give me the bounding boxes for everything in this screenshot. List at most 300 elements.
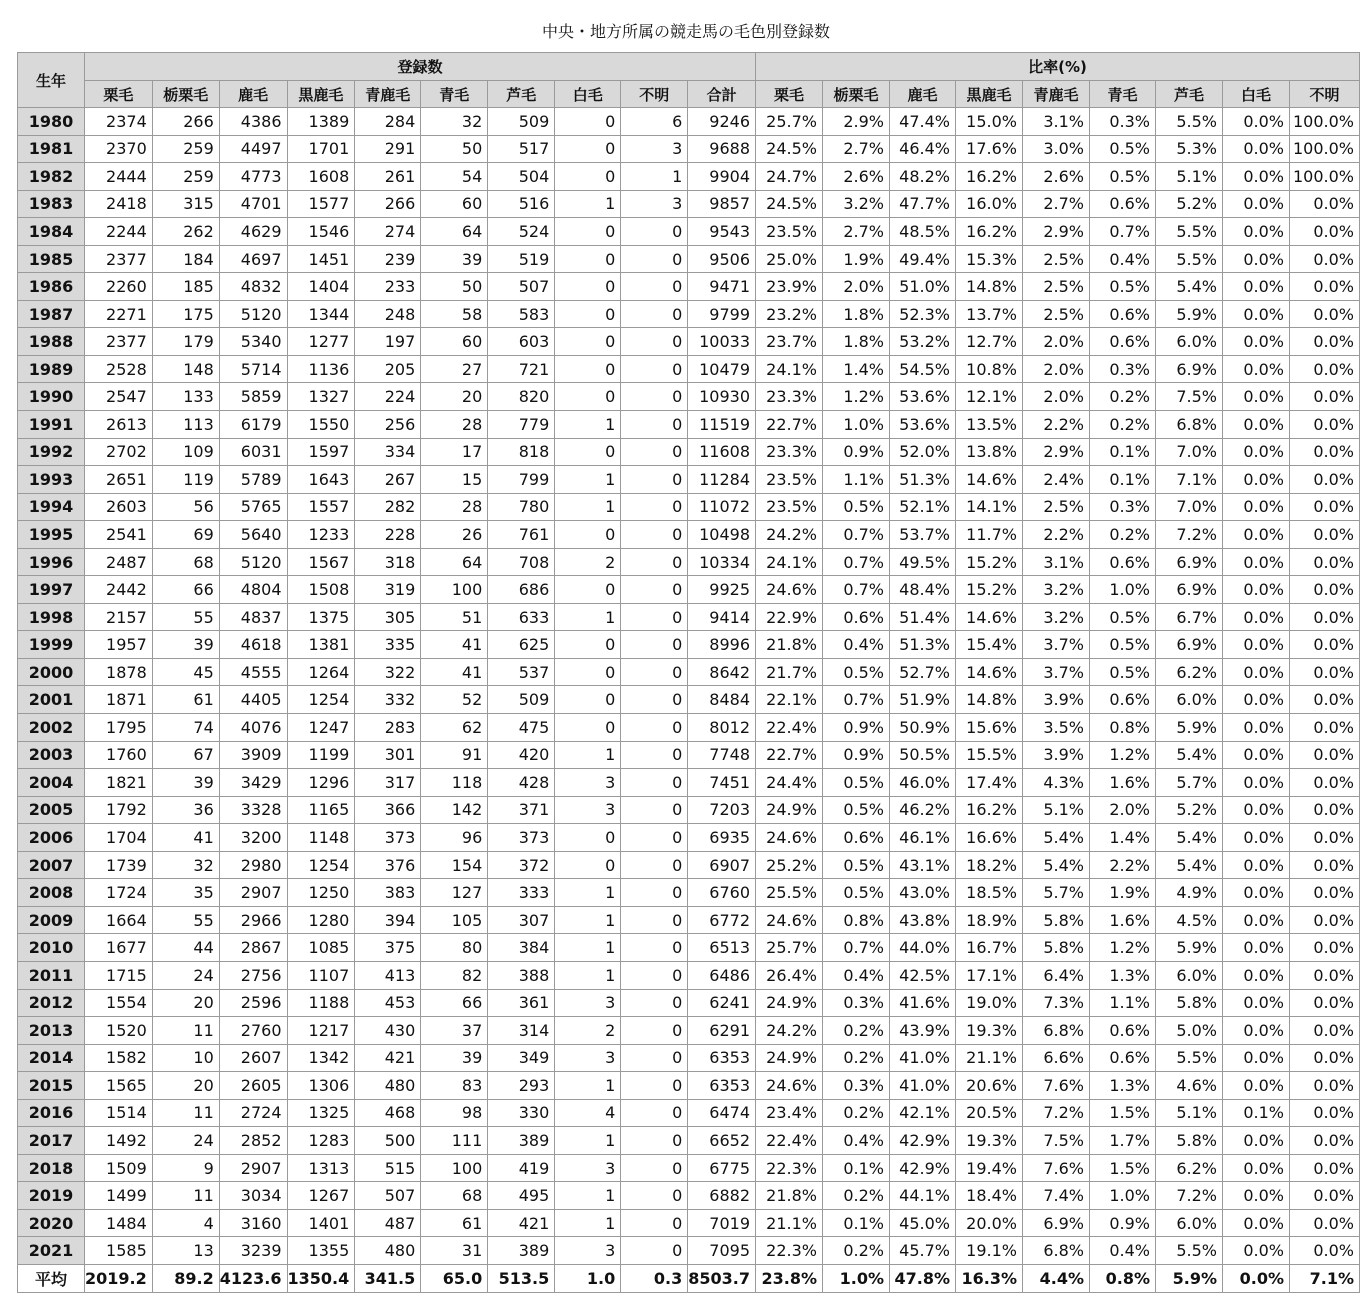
table-cell: 0.0%	[1290, 796, 1360, 824]
table-cell: 0.0%	[1223, 658, 1290, 686]
table-cell: 0.7%	[823, 686, 890, 714]
table-cell: 239	[355, 245, 421, 273]
table-row	[18, 1044, 1360, 1072]
table-cell: 0	[621, 1209, 688, 1237]
table-cell: 0	[621, 328, 688, 356]
table-cell: 419	[488, 1154, 555, 1182]
table-cell: 20	[152, 989, 219, 1017]
table-cell: 14.6%	[956, 466, 1023, 494]
year-cell: 2002	[18, 714, 85, 742]
table-cell: 51.9%	[890, 686, 956, 714]
table-row	[18, 328, 1360, 356]
table-cell: 305	[355, 603, 421, 631]
table-cell: 24.9%	[756, 796, 823, 824]
count-column-header: 不明	[621, 81, 688, 108]
table-cell: 0.4%	[1090, 245, 1156, 273]
table-cell: 0.0%	[1290, 989, 1360, 1017]
average-cell: 0.8%	[1090, 1264, 1156, 1292]
table-cell: 261	[355, 163, 421, 191]
table-cell: 16.2%	[956, 218, 1023, 246]
table-row	[18, 1209, 1360, 1237]
table-cell: 0.0%	[1290, 1127, 1360, 1155]
table-cell: 0.0%	[1290, 411, 1360, 439]
table-cell: 0	[621, 879, 688, 907]
table-cell: 3328	[219, 796, 287, 824]
table-cell: 5.8%	[1023, 934, 1090, 962]
coat-color-table	[17, 52, 1360, 1293]
table-cell: 0.6%	[1090, 1044, 1156, 1072]
table-cell: 5120	[219, 548, 287, 576]
table-row	[18, 383, 1360, 411]
table-cell: 23.7%	[756, 328, 823, 356]
table-cell: 25.7%	[756, 108, 823, 136]
table-cell: 0	[621, 548, 688, 576]
table-cell: 24.9%	[756, 989, 823, 1017]
table-cell: 318	[355, 548, 421, 576]
table-cell: 0.0%	[1290, 934, 1360, 962]
table-cell: 22.3%	[756, 1237, 823, 1265]
table-cell: 11	[152, 1182, 219, 1210]
table-row	[18, 769, 1360, 797]
table-cell: 23.5%	[756, 218, 823, 246]
table-cell: 16.2%	[956, 796, 1023, 824]
table-cell: 5.4%	[1156, 273, 1223, 301]
average-cell: 0.3	[621, 1264, 688, 1292]
table-cell: 1	[555, 411, 621, 439]
table-cell: 10334	[688, 548, 756, 576]
table-cell: 1	[555, 961, 621, 989]
ratio-column-header: 芦毛	[1156, 81, 1223, 108]
table-cell: 1	[555, 466, 621, 494]
table-cell: 0.7%	[1090, 218, 1156, 246]
table-cell: 5765	[219, 493, 287, 521]
table-cell: 0.4%	[1090, 1237, 1156, 1265]
table-cell: 5.4%	[1023, 824, 1090, 852]
table-cell: 5.2%	[1156, 190, 1223, 218]
table-cell: 7.6%	[1023, 1154, 1090, 1182]
table-cell: 2867	[219, 934, 287, 962]
table-cell: 0.2%	[823, 1044, 890, 1072]
table-cell: 383	[355, 879, 421, 907]
table-cell: 0.0%	[1223, 741, 1290, 769]
table-cell: 185	[152, 273, 219, 301]
table-cell: 5.3%	[1156, 135, 1223, 163]
table-cell: 322	[355, 658, 421, 686]
table-cell: 0.0%	[1290, 493, 1360, 521]
table-cell: 6652	[688, 1127, 756, 1155]
table-cell: 11519	[688, 411, 756, 439]
table-cell: 2271	[85, 300, 153, 328]
table-cell: 524	[488, 218, 555, 246]
table-cell: 0	[555, 355, 621, 383]
table-cell: 0.0%	[1290, 218, 1360, 246]
table-cell: 154	[421, 851, 488, 879]
year-cell: 2015	[18, 1072, 85, 1100]
table-cell: 22.1%	[756, 686, 823, 714]
table-cell: 1254	[287, 686, 355, 714]
table-cell: 43.1%	[890, 851, 956, 879]
table-cell: 0	[621, 1044, 688, 1072]
table-cell: 0.1%	[823, 1154, 890, 1182]
table-cell: 8484	[688, 686, 756, 714]
table-cell: 0	[555, 273, 621, 301]
table-cell: 376	[355, 851, 421, 879]
column-header-row	[18, 81, 1360, 108]
table-cell: 119	[152, 466, 219, 494]
table-cell: 0.5%	[823, 769, 890, 797]
table-cell: 2.7%	[823, 135, 890, 163]
table-cell: 317	[355, 769, 421, 797]
average-cell: 341.5	[355, 1264, 421, 1292]
table-cell: 0	[621, 906, 688, 934]
table-cell: 6.8%	[1023, 1237, 1090, 1265]
table-cell: 50	[421, 273, 488, 301]
table-cell: 18.2%	[956, 851, 1023, 879]
table-cell: 2.5%	[1023, 300, 1090, 328]
table-cell: 0.0%	[1223, 135, 1290, 163]
table-cell: 633	[488, 603, 555, 631]
table-cell: 0	[555, 714, 621, 742]
table-cell: 0	[621, 631, 688, 659]
table-cell: 1277	[287, 328, 355, 356]
table-cell: 0.5%	[1090, 163, 1156, 191]
table-cell: 1577	[287, 190, 355, 218]
table-cell: 0.0%	[1290, 1099, 1360, 1127]
table-cell: 3.9%	[1023, 686, 1090, 714]
table-cell: 1	[555, 934, 621, 962]
table-cell: 0	[621, 851, 688, 879]
ratio-column-header: 青鹿毛	[1023, 81, 1090, 108]
table-cell: 46.2%	[890, 796, 956, 824]
table-cell: 2.9%	[823, 108, 890, 136]
table-cell: 51	[421, 603, 488, 631]
table-cell: 4.3%	[1023, 769, 1090, 797]
count-column-header: 青鹿毛	[355, 81, 421, 108]
table-cell: 3.9%	[1023, 741, 1090, 769]
table-cell: 3429	[219, 769, 287, 797]
table-row	[18, 989, 1360, 1017]
table-cell: 0.0%	[1290, 879, 1360, 907]
table-cell: 314	[488, 1017, 555, 1045]
table-cell: 18.9%	[956, 906, 1023, 934]
table-cell: 0	[621, 658, 688, 686]
table-cell: 686	[488, 576, 555, 604]
average-cell: 65.0	[421, 1264, 488, 1292]
table-cell: 0.6%	[823, 824, 890, 852]
table-cell: 47.7%	[890, 190, 956, 218]
table-cell: 50	[421, 135, 488, 163]
table-cell: 5.1%	[1156, 1099, 1223, 1127]
table-cell: 284	[355, 108, 421, 136]
table-cell: 0.0%	[1290, 466, 1360, 494]
table-cell: 24.7%	[756, 163, 823, 191]
table-cell: 6775	[688, 1154, 756, 1182]
table-cell: 0	[621, 273, 688, 301]
table-cell: 0.7%	[823, 934, 890, 962]
table-cell: 3	[555, 769, 621, 797]
table-cell: 41	[152, 824, 219, 852]
table-cell: 0.0%	[1223, 1154, 1290, 1182]
table-cell: 0	[621, 769, 688, 797]
table-cell: 0.3%	[1090, 493, 1156, 521]
table-cell: 0.0%	[1223, 1209, 1290, 1237]
table-cell: 52	[421, 686, 488, 714]
table-cell: 25.7%	[756, 934, 823, 962]
table-cell: 2	[555, 548, 621, 576]
table-cell: 1.2%	[823, 383, 890, 411]
table-cell: 509	[488, 686, 555, 714]
table-cell: 7.3%	[1023, 989, 1090, 1017]
table-cell: 0	[555, 135, 621, 163]
table-cell: 1355	[287, 1237, 355, 1265]
table-cell: 3034	[219, 1182, 287, 1210]
count-column-header: 栗毛	[85, 81, 153, 108]
table-cell: 5.4%	[1156, 741, 1223, 769]
average-cell: 23.8%	[756, 1264, 823, 1292]
table-cell: 53.6%	[890, 383, 956, 411]
table-cell: 1148	[287, 824, 355, 852]
table-cell: 2444	[85, 163, 153, 191]
average-cell: 89.2	[152, 1264, 219, 1292]
table-cell: 41.0%	[890, 1044, 956, 1072]
ratio-column-header: 栗毛	[756, 81, 823, 108]
table-cell: 53.2%	[890, 328, 956, 356]
table-cell: 3160	[219, 1209, 287, 1237]
table-cell: 1.2%	[1090, 934, 1156, 962]
table-cell: 1199	[287, 741, 355, 769]
table-cell: 22.7%	[756, 741, 823, 769]
table-row	[18, 411, 1360, 439]
ratio-group-header: 比率(%)	[756, 53, 1360, 81]
table-cell: 1.8%	[823, 328, 890, 356]
table-cell: 24.4%	[756, 769, 823, 797]
table-cell: 2.2%	[1023, 521, 1090, 549]
table-cell: 0	[621, 1072, 688, 1100]
table-cell: 0	[621, 961, 688, 989]
table-cell: 1325	[287, 1099, 355, 1127]
table-cell: 18.5%	[956, 879, 1023, 907]
table-cell: 2596	[219, 989, 287, 1017]
table-cell: 319	[355, 576, 421, 604]
table-cell: 2.4%	[1023, 466, 1090, 494]
table-cell: 0	[621, 355, 688, 383]
table-cell: 7451	[688, 769, 756, 797]
table-cell: 420	[488, 741, 555, 769]
table-cell: 1.4%	[823, 355, 890, 383]
table-cell: 15.3%	[956, 245, 1023, 273]
table-cell: 2	[555, 1017, 621, 1045]
table-cell: 113	[152, 411, 219, 439]
average-cell: 0.0%	[1223, 1264, 1290, 1292]
count-column-header: 芦毛	[488, 81, 555, 108]
table-cell: 4076	[219, 714, 287, 742]
table-cell: 0.0%	[1223, 1127, 1290, 1155]
table-cell: 142	[421, 796, 488, 824]
table-cell: 118	[421, 769, 488, 797]
table-row	[18, 658, 1360, 686]
count-column-header: 合計	[688, 81, 756, 108]
table-cell: 625	[488, 631, 555, 659]
table-cell: 7.2%	[1156, 1182, 1223, 1210]
table-cell: 6486	[688, 961, 756, 989]
year-cell: 2008	[18, 879, 85, 907]
table-cell: 60	[421, 190, 488, 218]
average-cell: 5.9%	[1156, 1264, 1223, 1292]
table-cell: 39	[152, 631, 219, 659]
table-cell: 14.8%	[956, 686, 1023, 714]
table-cell: 15.6%	[956, 714, 1023, 742]
table-cell: 2157	[85, 603, 153, 631]
table-cell: 0	[621, 521, 688, 549]
table-cell: 0.0%	[1290, 1072, 1360, 1100]
table-cell: 1381	[287, 631, 355, 659]
table-cell: 1	[555, 603, 621, 631]
table-cell: 3.7%	[1023, 658, 1090, 686]
table-cell: 0.6%	[823, 603, 890, 631]
table-cell: 0	[621, 300, 688, 328]
table-cell: 52.7%	[890, 658, 956, 686]
table-cell: 23.5%	[756, 493, 823, 521]
table-cell: 0	[555, 631, 621, 659]
table-cell: 32	[152, 851, 219, 879]
table-cell: 1254	[287, 851, 355, 879]
table-cell: 384	[488, 934, 555, 962]
table-cell: 0.0%	[1223, 1072, 1290, 1100]
table-cell: 18.4%	[956, 1182, 1023, 1210]
table-cell: 5120	[219, 300, 287, 328]
table-cell: 2907	[219, 1154, 287, 1182]
table-cell: 3.1%	[1023, 108, 1090, 136]
table-cell: 0.5%	[823, 879, 890, 907]
table-cell: 0.3%	[823, 1072, 890, 1100]
table-row	[18, 300, 1360, 328]
table-cell: 0.0%	[1290, 658, 1360, 686]
table-cell: 13.5%	[956, 411, 1023, 439]
table-cell: 332	[355, 686, 421, 714]
table-cell: 55	[152, 906, 219, 934]
table-cell: 5.8%	[1156, 1127, 1223, 1155]
table-cell: 45.7%	[890, 1237, 956, 1265]
table-cell: 0.0%	[1290, 769, 1360, 797]
table-cell: 2.2%	[1090, 851, 1156, 879]
table-cell: 1	[555, 879, 621, 907]
table-cell: 37	[421, 1017, 488, 1045]
table-cell: 480	[355, 1072, 421, 1100]
table-cell: 2.5%	[1023, 245, 1090, 273]
table-cell: 42.9%	[890, 1154, 956, 1182]
average-cell: 1.0	[555, 1264, 621, 1292]
table-title: 中央・地方所属の競走馬の毛色別登録数	[541, 22, 830, 41]
table-cell: 267	[355, 466, 421, 494]
table-cell: 6772	[688, 906, 756, 934]
table-cell: 91	[421, 741, 488, 769]
table-cell: 24.6%	[756, 824, 823, 852]
year-cell: 1981	[18, 135, 85, 163]
table-cell: 274	[355, 218, 421, 246]
table-cell: 3.5%	[1023, 714, 1090, 742]
table-cell: 6474	[688, 1099, 756, 1127]
table-cell: 1557	[287, 493, 355, 521]
table-cell: 4	[152, 1209, 219, 1237]
table-cell: 1585	[85, 1237, 153, 1265]
table-cell: 0.0%	[1223, 438, 1290, 466]
average-cell: 8503.7	[688, 1264, 756, 1292]
table-cell: 0.0%	[1223, 631, 1290, 659]
table-cell: 0.0%	[1290, 273, 1360, 301]
table-cell: 0.8%	[823, 906, 890, 934]
table-cell: 1344	[287, 300, 355, 328]
table-cell: 1	[555, 1182, 621, 1210]
table-cell: 1.3%	[1090, 1072, 1156, 1100]
table-cell: 6179	[219, 411, 287, 439]
table-cell: 0.0%	[1223, 273, 1290, 301]
table-cell: 11	[152, 1099, 219, 1127]
table-cell: 2760	[219, 1017, 287, 1045]
table-cell: 1085	[287, 934, 355, 962]
year-cell: 1998	[18, 603, 85, 631]
table-cell: 507	[355, 1182, 421, 1210]
ratio-column-header: 青毛	[1090, 81, 1156, 108]
table-cell: 0.9%	[823, 438, 890, 466]
table-cell: 0.0%	[1223, 906, 1290, 934]
table-cell: 0.0%	[1223, 934, 1290, 962]
table-cell: 12.7%	[956, 328, 1023, 356]
table-cell: 2852	[219, 1127, 287, 1155]
table-cell: 43.0%	[890, 879, 956, 907]
table-cell: 175	[152, 300, 219, 328]
table-cell: 111	[421, 1127, 488, 1155]
year-cell: 1997	[18, 576, 85, 604]
table-cell: 1313	[287, 1154, 355, 1182]
table-cell: 0	[621, 466, 688, 494]
table-cell: 1.0%	[1090, 1182, 1156, 1210]
table-cell: 0	[555, 686, 621, 714]
table-cell: 23.3%	[756, 383, 823, 411]
table-cell: 2244	[85, 218, 153, 246]
table-cell: 3239	[219, 1237, 287, 1265]
table-cell: 0.0%	[1290, 714, 1360, 742]
table-cell: 1608	[287, 163, 355, 191]
count-column-header: 栃栗毛	[152, 81, 219, 108]
table-cell: 0	[555, 383, 621, 411]
table-cell: 5789	[219, 466, 287, 494]
table-cell: 5.9%	[1156, 300, 1223, 328]
count-group-header: 登録数	[85, 53, 756, 81]
table-cell: 3	[555, 1154, 621, 1182]
table-cell: 453	[355, 989, 421, 1017]
table-cell: 62	[421, 714, 488, 742]
table-cell: 517	[488, 135, 555, 163]
table-cell: 6.7%	[1156, 603, 1223, 631]
table-cell: 1107	[287, 961, 355, 989]
table-cell: 3	[621, 190, 688, 218]
table-cell: 105	[421, 906, 488, 934]
average-cell: 16.3%	[956, 1264, 1023, 1292]
table-cell: 7.6%	[1023, 1072, 1090, 1100]
table-cell: 0	[555, 245, 621, 273]
table-cell: 2.6%	[1023, 163, 1090, 191]
table-cell: 21.8%	[756, 631, 823, 659]
table-cell: 0.2%	[1090, 521, 1156, 549]
table-cell: 0	[621, 218, 688, 246]
table-cell: 293	[488, 1072, 555, 1100]
table-cell: 9246	[688, 108, 756, 136]
table-cell: 68	[152, 548, 219, 576]
table-cell: 6760	[688, 879, 756, 907]
year-cell: 2018	[18, 1154, 85, 1182]
table-cell: 8996	[688, 631, 756, 659]
table-cell: 7.5%	[1023, 1127, 1090, 1155]
